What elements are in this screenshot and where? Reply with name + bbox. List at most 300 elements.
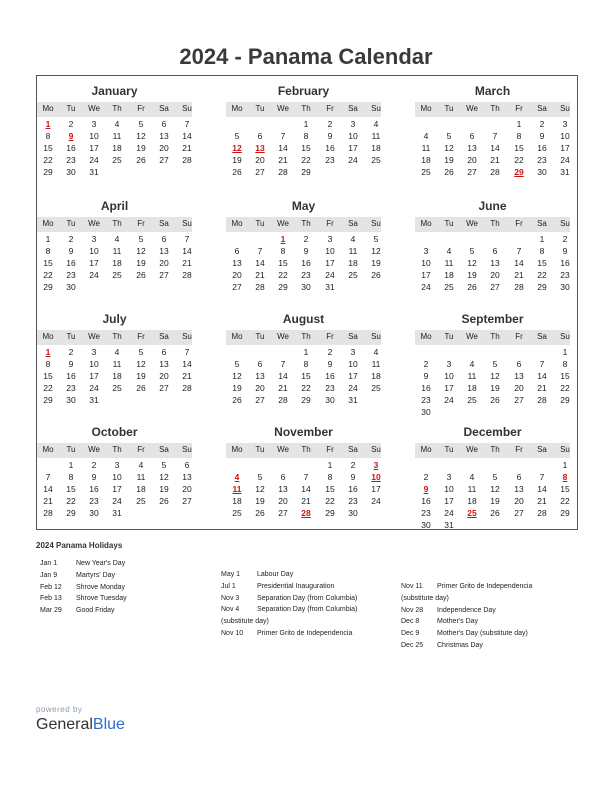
calendar-day: 22 [43, 270, 53, 280]
weekday-header [226, 102, 381, 117]
calendar-day: 25 [467, 395, 477, 405]
calendar-day: 14 [537, 371, 547, 381]
calendar-day: 13 [255, 371, 265, 381]
calendar-day: 22 [514, 155, 524, 165]
calendar-day: 21 [514, 270, 524, 280]
calendar-day: 13 [278, 484, 288, 494]
holiday-entry-date: Nov 11 [401, 583, 423, 590]
calendar-day: 3 [91, 234, 97, 244]
holiday-entry-date: Dec 25 [401, 642, 424, 649]
calendar-day: 17 [444, 383, 454, 393]
calendar-day: 8 [562, 359, 568, 369]
weekday-label: Mo [420, 332, 432, 341]
calendar-day: 8 [45, 359, 51, 369]
calendar-day: 1 [562, 460, 568, 470]
weekday-label: Tu [444, 219, 454, 228]
calendar-day: 6 [161, 347, 167, 357]
calendar-day: 10 [89, 359, 99, 369]
calendar-day: 25 [112, 383, 122, 393]
calendar-day: 20 [159, 143, 169, 153]
calendar-day: 31 [89, 395, 99, 405]
month-name: April [100, 199, 129, 213]
calendar-day: 4 [423, 131, 429, 141]
month-name: June [478, 199, 507, 213]
calendar-day: 28 [182, 383, 192, 393]
calendar-day: 17 [560, 143, 570, 153]
calendar-day: 26 [444, 167, 454, 177]
weekday-header [226, 330, 381, 345]
calendar-day: 6 [184, 460, 190, 470]
calendar-day: 20 [467, 155, 477, 165]
weekday-label: We [466, 104, 478, 113]
weekday-label: Su [182, 104, 192, 113]
holiday-entry-date: Nov 28 [401, 606, 424, 614]
calendar-day: 29 [43, 282, 53, 292]
calendar-day: 2 [327, 347, 333, 357]
calendar-day: 21 [537, 383, 547, 393]
calendar-day: 21 [255, 270, 265, 280]
calendar-day: 14 [182, 131, 192, 141]
calendar-day: 30 [325, 395, 335, 405]
calendar-day: 2 [423, 359, 429, 369]
calendar-day: 9 [327, 359, 333, 369]
calendar-day: 9 [423, 371, 429, 381]
holiday-entry-date: Dec 9 [401, 630, 420, 638]
calendar-day: 2 [327, 119, 333, 129]
calendar-day: 29 [301, 167, 311, 177]
calendar-day: 4 [373, 347, 379, 357]
calendar-day: 20 [255, 383, 265, 393]
month-name: August [282, 312, 325, 326]
calendar-day: 7 [184, 347, 190, 357]
calendar-day: 25 [112, 270, 122, 280]
calendar-day: 5 [234, 359, 240, 369]
month-name: October [91, 425, 138, 439]
calendar-day: 23 [421, 508, 431, 518]
weekday-label: Th [112, 445, 122, 454]
calendar-day: 23 [66, 270, 76, 280]
calendar-day: 26 [490, 508, 500, 518]
month-name: March [474, 84, 511, 98]
weekday-label: Sa [159, 219, 169, 228]
calendar-day: 22 [278, 270, 288, 280]
powered-by-text: powered by [36, 705, 83, 714]
weekday-label: Th [490, 104, 500, 113]
weekday-label: Fr [137, 445, 145, 454]
calendar-day: 1 [303, 347, 309, 357]
calendar-day: 15 [66, 484, 76, 494]
calendar-day: 20 [278, 496, 288, 506]
holiday-entry [401, 607, 496, 614]
calendar-day: 25 [348, 270, 358, 280]
calendar-day: 15 [560, 371, 570, 381]
calendar-day: 26 [136, 383, 146, 393]
calendar-day: 11 [371, 131, 381, 141]
weekday-label: We [466, 332, 478, 341]
calendar-day: 20 [232, 270, 242, 280]
holiday-date: 1 [45, 119, 51, 129]
calendar-day: 29 [325, 508, 335, 518]
calendar-day: 7 [257, 246, 263, 256]
calendar-day: 14 [278, 371, 288, 381]
holiday-date: 9 [423, 484, 429, 494]
calendar-day: 5 [492, 472, 498, 482]
calendar-day: 12 [371, 246, 381, 256]
weekday-label: Su [560, 445, 570, 454]
calendar-day: 26 [136, 270, 146, 280]
brand-second: Blue [92, 716, 125, 733]
holiday-entry-date: May 1 [221, 571, 241, 578]
weekday-header [415, 217, 570, 232]
weekday-label: Fr [326, 104, 334, 113]
calendar-day: 29 [560, 508, 570, 518]
weekday-label: Su [182, 332, 192, 341]
calendar-day: 10 [325, 246, 335, 256]
weekday-label: Fr [326, 332, 334, 341]
calendar-day: 1 [327, 460, 333, 470]
calendar-day: 24 [325, 270, 335, 280]
calendar-day: 16 [348, 484, 358, 494]
calendar-day: 23 [348, 496, 358, 506]
weekday-label: We [466, 219, 478, 228]
weekday-label: Tu [444, 332, 454, 341]
holiday-entry [221, 630, 352, 637]
calendar-day: 24 [89, 383, 99, 393]
holiday-entry-date: Nov 3 [221, 594, 240, 602]
calendar-day: 7 [303, 472, 309, 482]
calendar-day: 1 [68, 460, 74, 470]
calendar-day: 15 [43, 143, 53, 153]
calendar-day: 28 [278, 395, 288, 405]
holiday-date: 9 [68, 131, 74, 141]
calendar-day: 17 [444, 496, 454, 506]
calendar-day: 16 [325, 143, 335, 153]
holiday-entry [401, 618, 478, 625]
calendar-day: 19 [136, 143, 146, 153]
weekday-label: We [466, 445, 478, 454]
weekday-label: Tu [255, 332, 265, 341]
calendar-day: 5 [373, 234, 379, 244]
calendar-day: 22 [301, 155, 311, 165]
calendar-day: 17 [325, 258, 335, 268]
calendar-day: 11 [112, 246, 122, 256]
calendar-day: 8 [280, 246, 286, 256]
calendar-day: 26 [136, 155, 146, 165]
calendar-day: 3 [446, 472, 452, 482]
calendar-day: 7 [45, 472, 51, 482]
calendar-day: 14 [278, 143, 288, 153]
weekday-label: We [88, 104, 100, 113]
calendar-day: 26 [467, 282, 477, 292]
calendar-day: 11 [112, 131, 122, 141]
holiday-entry [40, 560, 125, 567]
weekday-label: Fr [137, 332, 145, 341]
calendar-day: 19 [232, 383, 242, 393]
weekday-label: Sa [537, 104, 547, 113]
weekday-label: Su [371, 332, 381, 341]
calendar-day: 4 [114, 119, 120, 129]
weekday-header [415, 330, 570, 345]
calendar-day: 28 [490, 167, 500, 177]
calendar-day: 28 [537, 395, 547, 405]
calendar-day: 6 [257, 131, 263, 141]
calendar-day: 18 [112, 258, 122, 268]
weekday-label: Mo [420, 219, 432, 228]
calendar-day: 11 [467, 371, 477, 381]
calendar-day: 2 [423, 472, 429, 482]
calendar-day: 11 [467, 484, 477, 494]
weekday-header [37, 102, 192, 117]
calendar-day: 22 [325, 496, 335, 506]
calendar-day: 6 [234, 246, 240, 256]
calendar-day: 12 [136, 246, 146, 256]
calendar-day: 24 [371, 496, 381, 506]
calendar-day: 25 [444, 282, 454, 292]
calendar-day: 29 [66, 508, 76, 518]
weekday-label: Sa [348, 104, 358, 113]
holiday-entry [221, 583, 334, 590]
calendar-day: 21 [537, 496, 547, 506]
calendar-day: 27 [255, 167, 265, 177]
calendar-day: 19 [255, 496, 265, 506]
weekday-label: Th [301, 445, 311, 454]
calendar-day: 26 [159, 496, 169, 506]
calendar-day: 15 [514, 143, 524, 153]
calendar-day: 8 [303, 131, 309, 141]
calendar-day: 30 [421, 520, 431, 530]
calendar-day: 19 [232, 155, 242, 165]
holiday-entry-note: (substitute day) [221, 618, 269, 626]
calendar-day: 4 [350, 234, 356, 244]
calendar-day: 21 [182, 371, 192, 381]
calendar-day: 24 [89, 270, 99, 280]
calendar-day: 11 [348, 246, 358, 256]
weekday-label: Mo [42, 445, 54, 454]
calendar-day: 30 [301, 282, 311, 292]
calendar-day: 12 [136, 359, 146, 369]
calendar-day: 9 [68, 359, 74, 369]
calendar-day: 26 [490, 395, 500, 405]
calendar-day: 20 [159, 371, 169, 381]
calendar-day: 19 [444, 155, 454, 165]
weekday-label: Tu [66, 104, 76, 113]
calendar-day: 27 [490, 282, 500, 292]
weekday-label: Sa [348, 445, 358, 454]
calendar-day: 18 [232, 496, 242, 506]
calendar-day: 29 [301, 395, 311, 405]
calendar-day: 10 [444, 484, 454, 494]
calendar-day: 18 [421, 155, 431, 165]
month-name: July [102, 312, 127, 326]
calendar-day: 2 [91, 460, 97, 470]
calendar-day: 5 [492, 359, 498, 369]
calendar-day: 6 [161, 119, 167, 129]
calendar-day: 28 [255, 282, 265, 292]
calendar-day: 28 [278, 167, 288, 177]
holiday-entry-name: Separation Day (from Columbia) [257, 606, 358, 614]
calendar-day: 27 [255, 395, 265, 405]
calendar-day: 21 [490, 155, 500, 165]
holiday-entry-name: Mother's Day [437, 618, 479, 626]
brand-logo[interactable] [36, 716, 125, 734]
weekday-label: We [88, 219, 100, 228]
calendar-day: 12 [444, 143, 454, 153]
weekday-label: Th [301, 219, 311, 228]
calendar-day: 30 [66, 395, 76, 405]
calendar-day: 7 [516, 246, 522, 256]
calendar-day: 23 [325, 383, 335, 393]
calendar-day: 9 [562, 246, 568, 256]
calendar-day: 23 [89, 496, 99, 506]
calendar-day: 18 [371, 143, 381, 153]
weekday-label: Mo [420, 445, 432, 454]
weekday-label: Mo [231, 104, 243, 113]
calendar-day: 4 [446, 246, 452, 256]
weekday-label: Mo [420, 104, 432, 113]
calendar-day: 19 [159, 484, 169, 494]
holiday-entry-name: New Year's Day [76, 560, 126, 567]
calendar-day: 5 [234, 131, 240, 141]
calendar-day: 13 [490, 258, 500, 268]
weekday-header [37, 217, 192, 232]
weekday-label: Fr [515, 104, 523, 113]
weekday-label: Sa [159, 332, 169, 341]
calendar-day: 22 [537, 270, 547, 280]
calendar-day: 12 [136, 131, 146, 141]
weekday-label: Su [560, 104, 570, 113]
holiday-date: 13 [255, 143, 265, 153]
calendar-day: 27 [182, 496, 192, 506]
calendar-day: 6 [516, 359, 522, 369]
calendar-day: 30 [537, 167, 547, 177]
calendar-day: 30 [348, 508, 358, 518]
holiday-date: 4 [234, 472, 240, 482]
calendar-day: 4 [114, 234, 120, 244]
calendar-day: 31 [444, 520, 454, 530]
calendar-day: 24 [348, 155, 358, 165]
page-title: 2024 - Panama Calendar [179, 44, 433, 69]
holiday-entry-name: Labour Day [257, 571, 294, 578]
calendar-day: 14 [43, 484, 53, 494]
calendar-day: 8 [68, 472, 74, 482]
calendar-day: 14 [182, 359, 192, 369]
calendar-day: 5 [138, 347, 144, 357]
calendar-day: 22 [560, 383, 570, 393]
weekday-label: Fr [326, 445, 334, 454]
calendar-day: 18 [112, 143, 122, 153]
calendar-day: 29 [560, 395, 570, 405]
calendar-day: 11 [371, 359, 381, 369]
calendar-day: 12 [255, 484, 265, 494]
calendar-day: 10 [421, 258, 431, 268]
calendar-day: 3 [562, 119, 568, 129]
calendar-day: 16 [421, 496, 431, 506]
calendar-day: 8 [303, 359, 309, 369]
month-name: February [277, 84, 330, 98]
calendar-day: 6 [280, 472, 286, 482]
weekday-label: Su [560, 332, 570, 341]
weekday-label: Mo [231, 219, 243, 228]
weekday-label: Mo [42, 219, 54, 228]
weekday-label: Sa [537, 332, 547, 341]
weekday-label: Mo [231, 445, 243, 454]
holiday-entry [221, 606, 357, 613]
calendar-day: 7 [539, 472, 545, 482]
weekday-label: We [277, 104, 289, 113]
calendar-day: 5 [138, 119, 144, 129]
holiday-entry-name: Martyrs' Day [76, 571, 116, 579]
weekday-label: Th [301, 104, 311, 113]
calendar-day: 17 [112, 484, 122, 494]
calendar-day: 26 [371, 270, 381, 280]
calendar-day: 12 [490, 371, 500, 381]
calendar-day: 22 [43, 155, 53, 165]
calendar-day: 20 [182, 484, 192, 494]
calendar-day: 10 [89, 246, 99, 256]
weekday-label: We [277, 219, 289, 228]
calendar-day: 21 [182, 143, 192, 153]
calendar-day: 3 [446, 359, 452, 369]
holiday-entry-date: Feb 13 [40, 595, 62, 603]
calendar-day: 3 [91, 119, 97, 129]
calendar-day: 30 [421, 407, 431, 417]
calendar-day: 5 [138, 234, 144, 244]
calendar-day: 15 [537, 258, 547, 268]
holiday-entry-date: Jan 1 [40, 560, 58, 567]
calendar-day: 16 [66, 371, 76, 381]
brand-first: General [36, 716, 93, 733]
calendar-day: 25 [421, 167, 431, 177]
calendar-day: 23 [560, 270, 570, 280]
calendar-day: 23 [66, 383, 76, 393]
calendar-day: 24 [560, 155, 570, 165]
calendar-day: 18 [444, 270, 454, 280]
calendar-day: 16 [537, 143, 547, 153]
weekday-header [226, 443, 381, 458]
calendar-day: 18 [136, 484, 146, 494]
calendar-day: 24 [444, 395, 454, 405]
weekday-label: Th [112, 104, 122, 113]
holiday-entry-name: Independence Day [437, 606, 496, 614]
weekday-label: We [88, 332, 100, 341]
calendar-day: 25 [136, 496, 146, 506]
holiday-entry-date: Jan 9 [40, 571, 58, 579]
weekday-label: Su [371, 445, 381, 454]
calendar-day: 25 [112, 155, 122, 165]
calendar-day: 21 [43, 496, 53, 506]
calendar-day: 5 [469, 246, 475, 256]
weekday-label: We [277, 332, 289, 341]
weekday-label: Su [371, 104, 381, 113]
calendar-day: 27 [159, 383, 169, 393]
holiday-entry [221, 595, 357, 602]
weekday-label: Fr [137, 104, 145, 113]
weekday-label: Fr [326, 219, 334, 228]
calendar-day: 6 [257, 359, 263, 369]
holiday-entry-name: Good Friday [76, 607, 115, 615]
calendar-day: 22 [43, 383, 53, 393]
calendar-day: 3 [350, 119, 356, 129]
weekday-label: Sa [159, 104, 169, 113]
calendar-day: 12 [232, 371, 242, 381]
holiday-entry [401, 642, 483, 649]
calendar-day: 21 [278, 155, 288, 165]
calendar-day: 4 [469, 359, 475, 369]
weekday-label: We [277, 445, 289, 454]
calendar-day: 15 [301, 371, 311, 381]
calendar-day: 28 [537, 508, 547, 518]
weekday-header [415, 102, 570, 117]
